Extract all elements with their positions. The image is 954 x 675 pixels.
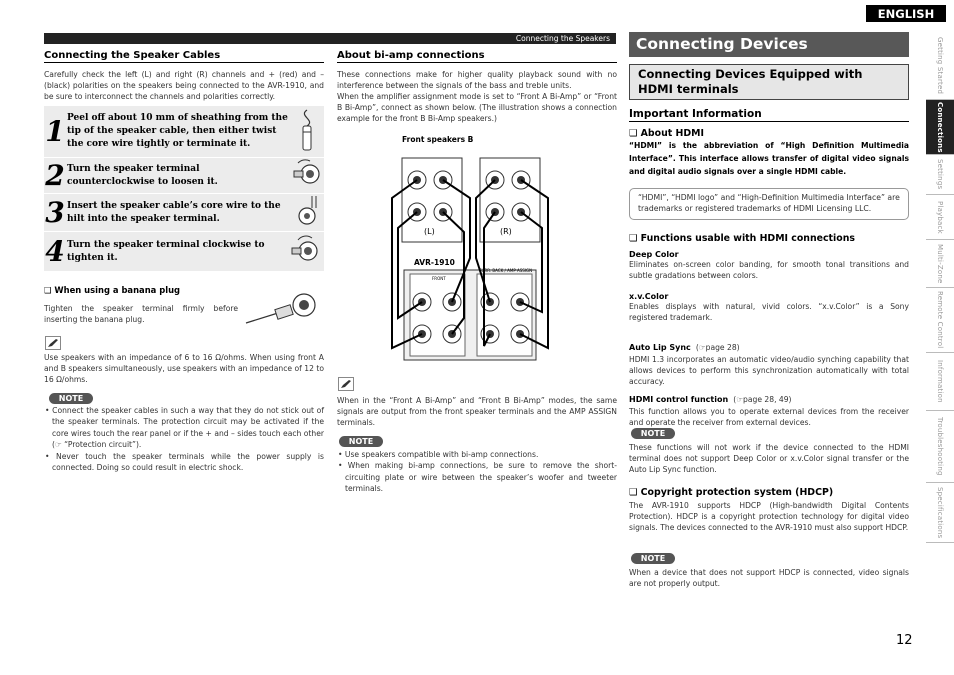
side-tab-label: Information [936, 360, 944, 403]
impedance-text: Use speakers with an impedance of 6 to 16 Ω/ohms. When using front A and B speakers simultaneously, use speakers with an impedance of 12 to 16 Ω/ohms. [44, 353, 324, 384]
steps-list [44, 106, 324, 272]
stripped-wire-icon [292, 108, 322, 156]
step-number: 1 [45, 114, 65, 148]
surr-tag: SURR. BACK / AMP ASSIGN [479, 268, 533, 273]
note-badge: NOTE [339, 436, 383, 447]
note-text: When a device that does not support HDCP is connected, video signals are not properly output. [629, 568, 909, 588]
side-tab-remote-control[interactable] [926, 288, 954, 353]
side-tab-label: Specifications [936, 486, 944, 539]
pencil-icon [45, 336, 61, 350]
page-title: Connecting Devices [629, 32, 909, 57]
side-tab-settings[interactable] [926, 155, 954, 195]
deep-color-text: Eliminates on-screen color banding, for smooth tonal transitions and subtle gradations between colors. [629, 260, 909, 280]
functions-heading: ❑ Functions usable with HDMI connections [629, 233, 855, 244]
speaker-cables-section [44, 50, 324, 102]
banana-plug-icon [244, 289, 324, 335]
step-3 [44, 194, 324, 232]
control-title: HDMI control function [629, 395, 729, 404]
side-tab-multi-zone[interactable] [926, 240, 954, 288]
section-heading: About bi-amp connections [337, 50, 617, 63]
note-item: • Never touch the speaker terminals while the power supply is connected. Doing so could result in electric shock. [45, 451, 324, 473]
lipsync-title: Auto Lip Sync [629, 343, 691, 352]
side-tab-label: Remote Control [936, 291, 944, 349]
side-tab-label: Settings [936, 159, 944, 190]
section-heading: Connecting the Speaker Cables [44, 50, 324, 63]
step-number: 2 [45, 158, 65, 192]
side-tab-playback[interactable] [926, 195, 954, 240]
side-tab-label: Connections [936, 101, 944, 153]
banana-plug-heading: ❑ When using a banana plug [44, 285, 181, 295]
note-list [337, 449, 617, 495]
side-tab-label: Getting Started [936, 36, 944, 95]
control-text: This function allows you to operate external devices from the receiver and operate the receiver from external devices. [629, 407, 909, 427]
side-tab-troubleshooting[interactable] [926, 411, 954, 483]
side-tab-connections[interactable] [926, 100, 954, 155]
hdcp-text: The AVR-1910 supports HDCP (High-bandwidth Digital Contents Protection). HDCP is a copyright protection technology for digital video signals. The devices connected to the AVR-1910 must also support HDCP. [629, 501, 909, 532]
subsection-title: Connecting Devices Equipped with HDMI terminals [629, 64, 909, 100]
side-tab-label: Playback [936, 200, 944, 234]
step-number: 4 [45, 234, 65, 268]
pencil-icon [338, 377, 354, 391]
terminal-loosen-icon [292, 159, 322, 193]
side-tab-information[interactable] [926, 353, 954, 411]
control-ref-link[interactable]: (☞page 28, 49) [733, 395, 792, 404]
step-number: 3 [45, 195, 65, 229]
lipsync-ref-link[interactable]: (☞page 28) [695, 343, 740, 352]
lipsync-text: HDMI 1.3 incorporates an automatic video/audio synching capability that allows devices to perform this synchronization automatically with total accuracy. [629, 355, 909, 386]
about-hdmi-text: “HDMI” is the abbreviation of “High Definition Multimedia Interface”. This interface allows transfer of digital video signals and digital audio signals over a single HDMI cable. [629, 141, 909, 176]
step-text: Turn the speaker terminal counterclockwise to loosen it. [67, 163, 218, 187]
step-2 [44, 158, 324, 194]
wire-insert-icon [292, 194, 322, 232]
note-item: • Connect the speaker cables in such a way that they do not stick out of the speaker terminals. The protection circuit may be activated if the core wires touch the rear panel or if the + and – sides touch each other (☞ “Protection circuit”). [45, 406, 324, 450]
trademark-note: “HDMI”, “HDMI logo” and “High-Definition Multimedia Interface” are trademarks or registered trademarks of HDMI Licensing LLC. [629, 188, 909, 220]
model-label: AVR-1910 [414, 258, 455, 267]
hdcp-heading: ❑ Copyright protection system (HDCP) [629, 487, 834, 498]
side-tab-getting-started[interactable] [926, 32, 954, 100]
note-item: • Use speakers compatible with bi-amp connections. [338, 450, 539, 459]
bi-amp-text-3: When in the “Front A Bi-Amp” and “Front B Bi-Amp” modes, the same signals are output from the front speaker terminals and the AMP ASSIGN terminals. [337, 396, 617, 427]
side-tab-label: Multi-Zone [936, 243, 944, 284]
step-text: Insert the speaker cable’s core wire to the hilt into the speaker terminal. [67, 200, 281, 224]
bi-amp-text-1: These connections make for higher quality playback sound with no interference between the signals of the bass and treble units. [337, 70, 617, 90]
front-terminal-block [410, 274, 465, 356]
about-hdmi-heading: ❑ About HDMI [629, 128, 704, 139]
front-speakers-label: Front speakers B [402, 135, 474, 144]
note-item: • When making bi-amp connections, be sure to remove the short-circuiting plate or wire between the speaker’s woofer and tweeter terminals. [338, 461, 617, 494]
note-badge: NOTE [631, 428, 675, 439]
note-badge: NOTE [49, 393, 93, 404]
bi-amp-text-2: When the amplifier assignment mode is set to “Front A Bi-Amp” or “Front B Bi-Amp”, connect as shown below. (The illustration shows a connection example for the front B Bi-Amp speakers.) [337, 92, 617, 123]
left-label: (L) [424, 227, 435, 236]
side-tab-specifications[interactable] [926, 483, 954, 543]
bi-amp-diagram [380, 132, 560, 364]
terminal-tighten-icon [290, 234, 322, 270]
important-heading: Important Information [629, 108, 909, 122]
note-list [44, 405, 324, 473]
front-tag: FRONT [432, 276, 446, 281]
language-tab[interactable]: ENGLISH [866, 5, 946, 22]
deep-color-title: Deep Color [629, 250, 679, 259]
note-text: These functions will not work if the device connected to the HDMI terminal does not support Deep Color or x.v.Color signal transfer or the Auto Lip Sync function. [629, 443, 909, 474]
step-text: Peel off about 10 mm of sheathing from the tip of the speaker cable, then either twist the core wire tightly or terminate it. [67, 113, 288, 149]
xvcolor-text: Enables displays with natural, vivid colors. “x.v.Color” is a Sony registered trademark. [629, 302, 909, 322]
step-1 [44, 106, 324, 158]
page-number: 12 [896, 633, 913, 648]
bi-amp-section [337, 50, 617, 124]
step-4 [44, 232, 324, 272]
right-label: (R) [500, 227, 512, 236]
note-badge: NOTE [631, 553, 675, 564]
step-text: Turn the speaker terminal clockwise to tighten it. [67, 239, 265, 263]
banana-plug-text: Tighten the speaker terminal firmly before inserting the banana plug. [44, 304, 238, 324]
side-tab-label: Troubleshooting [936, 417, 944, 476]
section-breadcrumb: Connecting the Speakers [44, 33, 616, 44]
xvcolor-title: x.v.Color [629, 292, 669, 301]
intro-text: Carefully check the left (L) and right (R) channels and + (red) and – (black) polarities on the speakers being connected to the AVR-1910, and be sure to interconnect the channels and polarities correctly. [44, 70, 324, 101]
bi-amp-diagram-svg [380, 132, 560, 364]
